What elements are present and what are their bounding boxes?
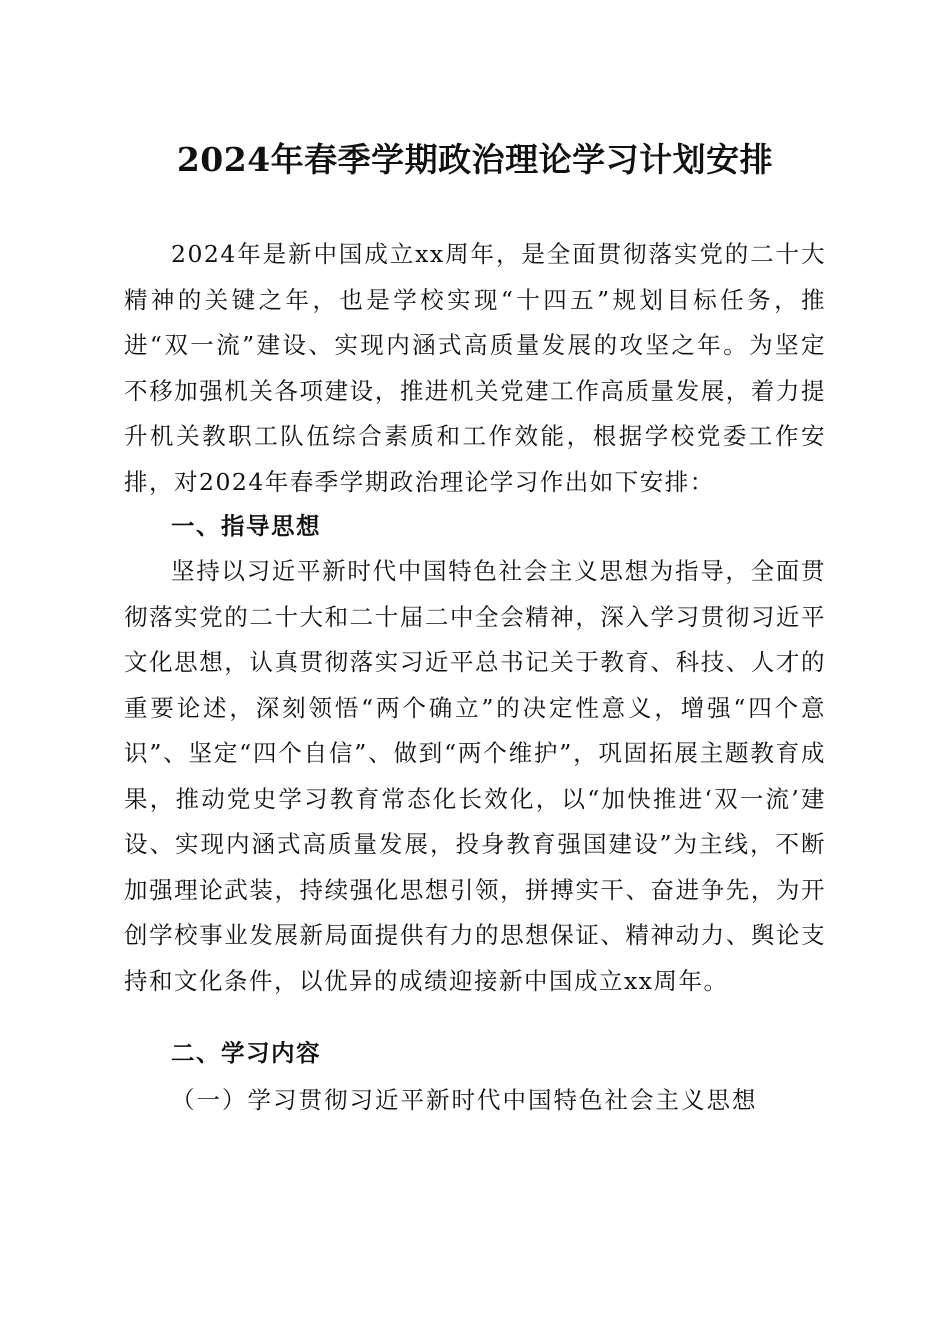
section-heading-study-content: 二、学习内容: [171, 1039, 321, 1067]
intro-paragraph: 2024年是新中国成立xx周年，是全面贯彻落实党的二十大精神的关键之年，也是学校实现“十四五”规划目标任务，推进“双一流”建设、实现内涵式高质量发展的攻坚之年。为坚定不移加强机关各项建设，推进机关党建工作高质量发展，着力提升机关教职工队伍综合素质和工作效能，根据学校党委工作安排，对2024年春季学期政治理论学习作出如下安排：: [124, 240, 826, 496]
subsection-heading-1: （一）学习贯彻习近平新时代中国特色社会主义思想: [171, 1086, 758, 1114]
guiding-ideology-paragraph: 坚持以习近平新时代中国特色社会主义思想为指导，全面贯彻落实党的二十大和二十届二中全会精神，深入学习贯彻习近平文化思想，认真贯彻落实习近平总书记关于教育、科技、人才的重要论述，深刻领悟“两个确立”的决定性意义，增强“四个意识”、坚定“四个自信”、做到“两个维护”，巩固拓展主题教育成果，推动党史学习教育常态化长效化，以“加快推进‘双一流’建设、实现内涵式高质量发展，投身教育强国建设”为主线，不断加强理论武装，持续强化思想引领，拼搏实干、奋进争先，为开创学校事业发展新局面提供有力的思想保证、精神动力、舆论支持和文化条件，以优异的成绩迎接新中国成立xx周年。: [124, 557, 826, 995]
section-heading-guiding-ideology: 一、指导思想: [171, 512, 321, 540]
document-title: 2024年春季学期政治理论学习计划安排: [176, 140, 774, 179]
